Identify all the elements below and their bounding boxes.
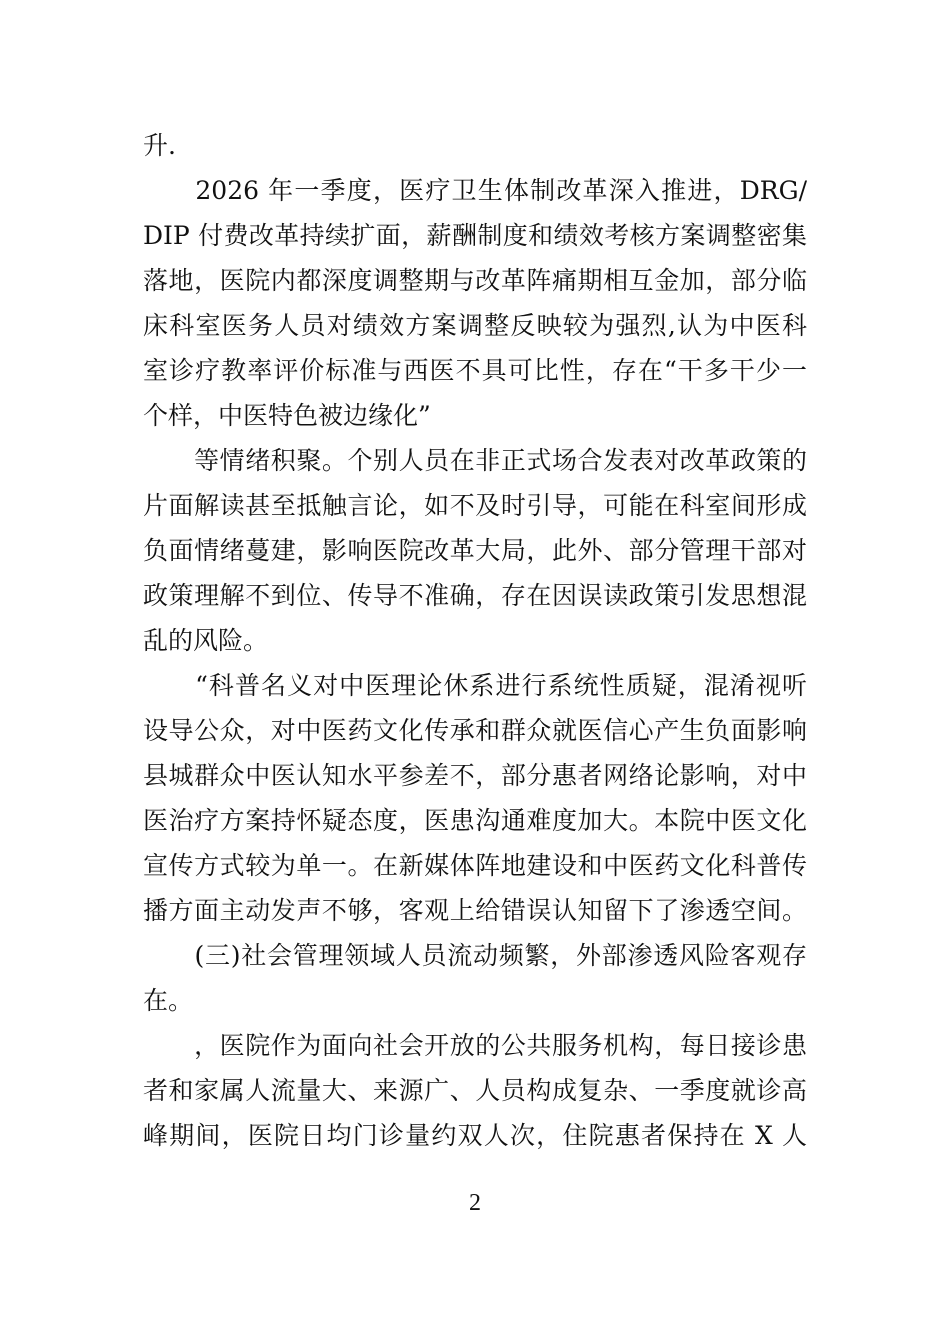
text-line: 医治疗方案持怀疑态度，医患沟通难度加大。本院中医文化 <box>143 806 807 835</box>
text-line: 设导公众，对中医药文化传承和群众就医信心产生负面影响 <box>143 716 807 745</box>
text-line: 播方面主动发声不够，客观上给错误认知留下了渗透空间。 <box>143 896 807 925</box>
text-line: 床科室医务人员对绩效方案调整反映较为强烈,认为中医科 <box>143 311 807 340</box>
text-line: DIP 付费改革持续扩面，薪酬制度和绩效考核方案调整密集 <box>143 221 807 250</box>
text-line: 在。 <box>143 986 194 1015</box>
text-line: 室诊疗教率评价标准与西医不具可比性，存在“干多干少一 <box>143 356 807 385</box>
text-line: 负面情绪蔓建，影响医院改革大局，此外、部分管理干部对 <box>143 536 807 565</box>
text-line: 片面解读甚至抵触言论，如不及时引导，可能在科室间形成 <box>143 491 807 520</box>
text-line: ，医院作为面向社会开放的公共服务机构，每日接诊患 <box>143 1031 807 1060</box>
text-line: 者和家属人流量大、来源广、人员构成复杂、一季度就诊高 <box>143 1076 807 1105</box>
text-line: 升. <box>143 131 176 160</box>
text-line: “科普名义对中医理论休系进行系统性质疑，混淆视听 <box>143 671 807 700</box>
text-line: 峰期间，医院日均门诊量约双人次，住院惠者保持在 X 人 <box>143 1121 807 1150</box>
text-line: 落地，医院内都深度调整期与改革阵痛期相互金加，部分临 <box>143 266 807 295</box>
text-line: 个样，中医特色被边缘化” <box>143 401 431 430</box>
page-number: 2 <box>469 1190 481 1216</box>
text-line: 政策理解不到位、传导不准确，存在因误读政策引发思想混 <box>143 581 807 610</box>
text-line: (三)社会管理领域人员流动频繁，外部渗透风险客观存 <box>143 941 807 970</box>
text-line: 宣传方式较为单一。在新媒体阵地建设和中医药文化科普传 <box>143 851 807 880</box>
text-line: 2026 年一季度，医疗卫生体制改革深入推进，DRG/ <box>143 176 807 205</box>
text-line: 乱的风险。 <box>143 626 269 655</box>
text-line: 县城群众中医认知水平参差不，部分惠者网络论影响，对中 <box>143 761 807 790</box>
text-line: 等情绪积聚。个别人员在非正式场合发表对改革政策的 <box>143 446 807 475</box>
